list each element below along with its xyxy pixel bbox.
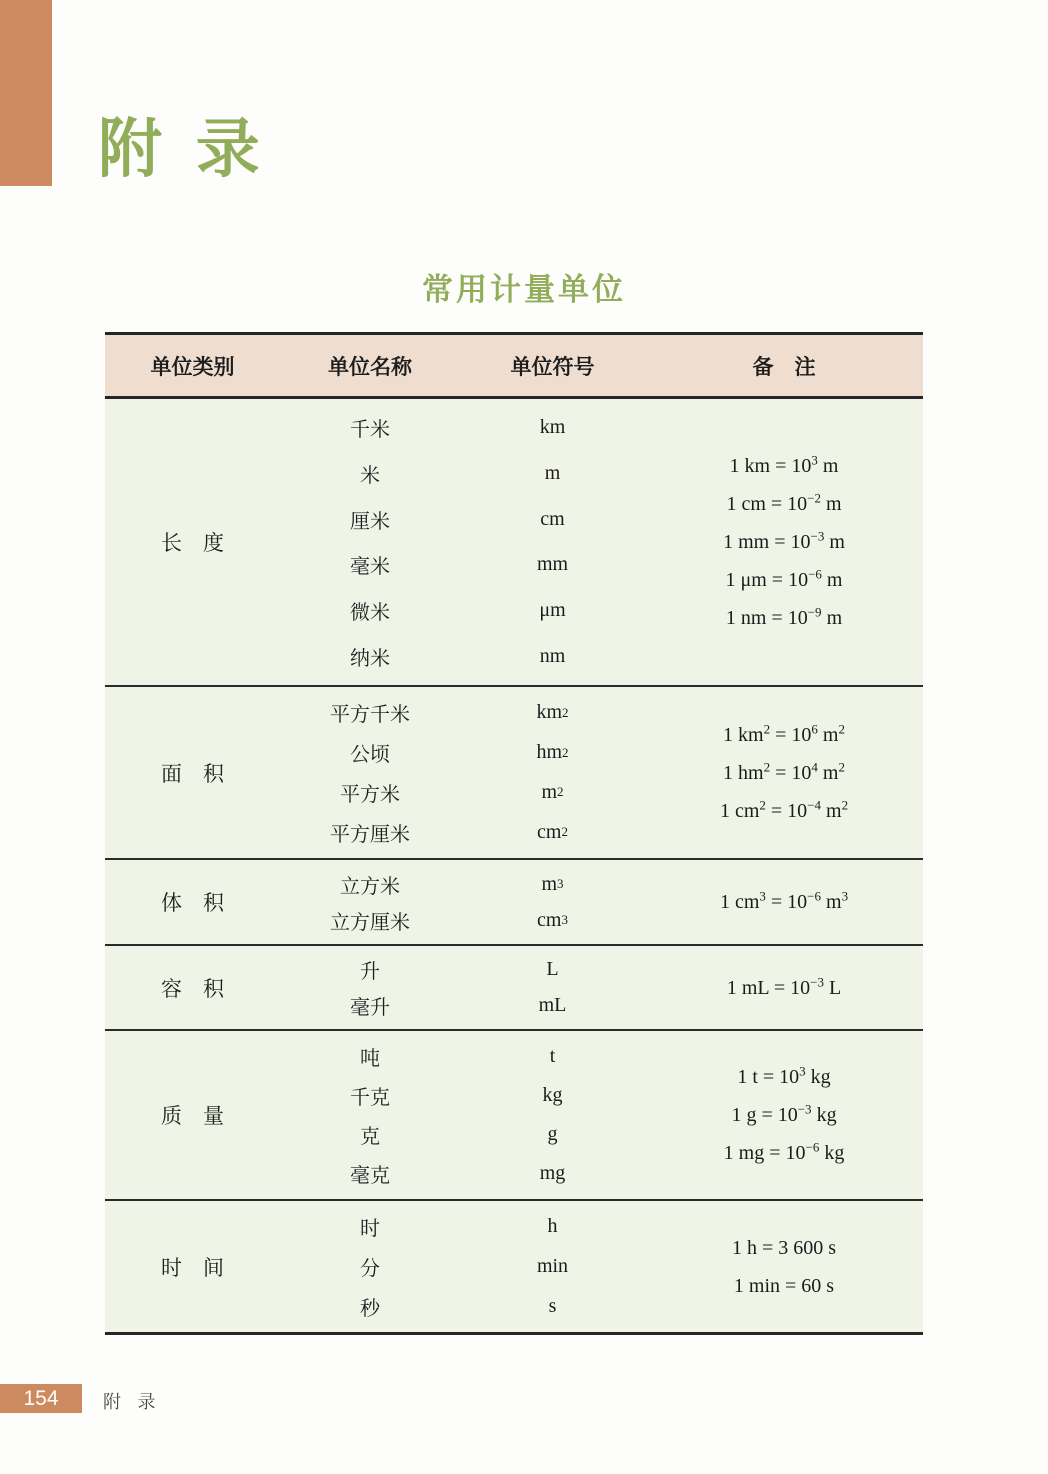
note-line: 1 mm = $10^{-3}$ m (723, 528, 845, 553)
unit-row (280, 866, 645, 902)
header-cell-notes: 备 注 (752, 354, 816, 379)
table-body (105, 399, 923, 1335)
unit-row (280, 588, 645, 634)
unit-symbol: km 2 (536, 701, 569, 724)
unit-name: 平方米 (340, 783, 400, 806)
table-section-area (105, 687, 923, 860)
unit-name: 毫升 (350, 996, 390, 1019)
unit-name: 平方千米 (330, 704, 410, 727)
unit-row (280, 988, 645, 1024)
unit-name: 米 (360, 465, 380, 487)
unit-symbol: nm (539, 644, 566, 667)
units-cell (280, 687, 645, 858)
note-line: 1 km = $10^3$ m (729, 452, 839, 477)
note-line: 1 $g = 10^{-3}$ kg (731, 1101, 837, 1126)
unit-name: 千米 (350, 419, 390, 442)
unit-row (280, 733, 645, 773)
chapter-color-block (0, 0, 52, 186)
note-line: 1 nm = $10^{-9}$ m (725, 604, 843, 629)
notes-cell (645, 687, 923, 858)
unit-row (280, 902, 645, 938)
unit-name: 毫克 (350, 1165, 390, 1187)
table-section-capacity (105, 946, 923, 1031)
table-section-volume (105, 860, 923, 946)
unit-row (280, 1207, 645, 1247)
units-cell (280, 399, 645, 685)
note-line: 1 $t = 10^3$ kg (737, 1063, 831, 1088)
unit-name: 平方厘米 (330, 823, 410, 846)
table-section-time (105, 1201, 923, 1335)
table-section-length (105, 399, 923, 687)
table-section-mass (105, 1031, 923, 1201)
notes-cell (645, 399, 923, 685)
footer-section-label: 附 录 (103, 1392, 162, 1412)
units-cell (280, 1031, 645, 1199)
units-cell (280, 946, 645, 1029)
unit-row (280, 633, 645, 679)
unit-row (280, 812, 645, 852)
unit-name: 千克 (350, 1087, 390, 1109)
unit-row (280, 1037, 645, 1076)
unit-symbol: m 2 (541, 780, 564, 803)
unit-symbol: h (547, 1215, 558, 1238)
unit-name: 毫米 (350, 556, 390, 579)
unit-row (280, 773, 645, 813)
units-cell (280, 860, 645, 944)
unit-row (280, 1247, 645, 1287)
unit-row (280, 693, 645, 733)
unit-name: 分 (360, 1258, 380, 1280)
unit-name: 立方米 (340, 875, 400, 898)
unit-row (280, 405, 645, 451)
category-cell: 质 量 (161, 1104, 224, 1128)
unit-row (280, 542, 645, 588)
note-line: 1 min = 60 s (733, 1274, 835, 1297)
note-line: 1 $hm^2 = 10^4$ $m^2$ (723, 758, 845, 784)
unit-row (280, 1154, 645, 1193)
unit-name: 微米 (350, 602, 390, 625)
unit-symbol: s (548, 1294, 557, 1317)
unit-row (280, 451, 645, 497)
unit-symbol: mm (536, 553, 569, 576)
notes-cell (645, 1201, 923, 1332)
unit-name: 时 (360, 1218, 380, 1241)
unit-name: 厘米 (350, 510, 390, 533)
unit-symbol: m (544, 462, 561, 484)
header-cell-unit-symbol: 单位符号 (510, 354, 595, 379)
unit-symbol: mg (539, 1162, 566, 1184)
unit-name: 升 (360, 961, 380, 984)
note-line: 1 $\mu m = 10^{-6}$ m (725, 566, 843, 591)
unit-name: 克 (360, 1126, 380, 1148)
note-line: 1 $cm^3 = 10^{-6}$ $m^3$ (719, 888, 849, 913)
units-table (105, 332, 923, 1335)
unit-name: 纳米 (350, 647, 390, 670)
notes-cell (645, 946, 923, 1029)
unit-name: 立方厘米 (330, 911, 410, 934)
category-cell: 体 积 (161, 891, 224, 915)
unit-symbol: mL (538, 993, 567, 1016)
note-line: 1 h = 3 600 s (731, 1236, 837, 1259)
unit-symbol: m 3 (541, 872, 564, 895)
unit-symbol: kg (542, 1084, 563, 1106)
category-cell: 时 间 (161, 1255, 224, 1280)
table-header-row (105, 335, 923, 399)
unit-row (280, 496, 645, 542)
note-line: 1 $km^2 = 10^6$ $m^2$ (723, 720, 845, 746)
note-line: 1 mg = $10^{-6}$ kg (723, 1139, 845, 1164)
table-title: 常用计量单位 (422, 272, 626, 307)
unit-symbol: cm 3 (537, 908, 568, 931)
unit-symbol: L (546, 958, 559, 981)
unit-symbol: cm 2 (537, 820, 568, 843)
category-cell: 面 积 (161, 761, 224, 786)
unit-row (280, 1115, 645, 1154)
unit-row (280, 1286, 645, 1326)
header-cell-category: 单位类别 (150, 354, 235, 379)
category-cell: 长 度 (161, 531, 224, 555)
unit-symbol: t (549, 1045, 556, 1067)
notes-cell (645, 860, 923, 944)
unit-symbol: min (536, 1255, 569, 1277)
header-cell-unit-name: 单位名称 (328, 354, 412, 379)
unit-row (280, 952, 645, 988)
unit-symbol: km (539, 416, 566, 439)
note-line: 1 $cm^2 = 10^{-4}$ $m^2$ (719, 796, 849, 822)
category-cell: 容 积 (161, 976, 224, 1001)
unit-row (280, 1076, 645, 1115)
notes-cell (645, 1031, 923, 1199)
units-cell (280, 1201, 645, 1332)
unit-symbol: hm 2 (536, 741, 569, 764)
unit-name: 秒 (360, 1297, 380, 1320)
unit-name: 公顷 (350, 744, 390, 767)
page-number-badge: 154 (0, 1384, 82, 1413)
note-line: 1 cm = $10^{-2}$ m (726, 490, 842, 515)
page-title: 附 录 (98, 113, 268, 185)
unit-symbol: g (547, 1123, 558, 1145)
unit-symbol: cm (540, 507, 565, 530)
unit-symbol: μm (539, 599, 566, 622)
note-line: 1 mL = $10^{-3}$ L (726, 973, 842, 999)
unit-name: 吨 (360, 1048, 380, 1070)
